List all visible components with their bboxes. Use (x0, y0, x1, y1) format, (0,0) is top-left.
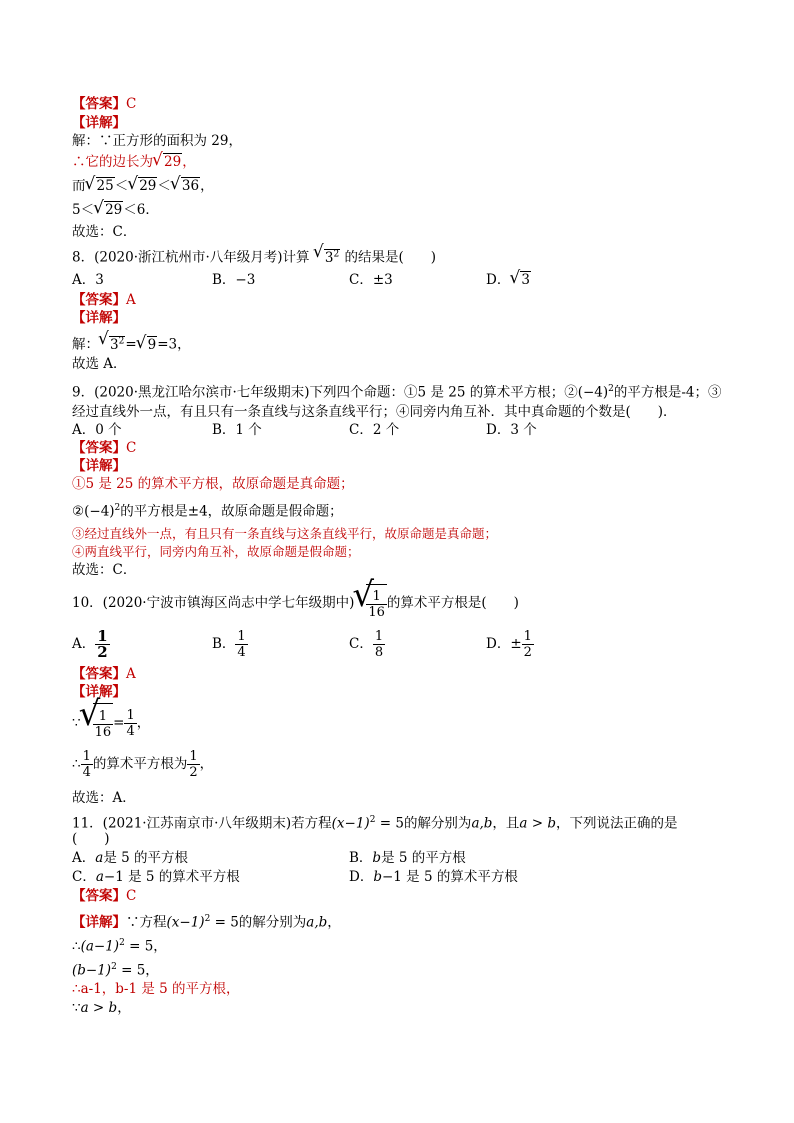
numerator: 1 (97, 627, 108, 645)
q10-detail-line-3 (72, 789, 136, 807)
math-expr: = 5 (210, 914, 239, 931)
detail-text: 5＜ (72, 202, 95, 218)
detail-text: 的平方根是±4，故原命题是假命题； (120, 503, 343, 520)
answer-tag: 【答案】 (72, 440, 126, 456)
q9-detail-line-2 (72, 499, 343, 521)
option-label: A． (72, 636, 96, 652)
radicand: 29 (164, 154, 182, 170)
detail-text: = (125, 336, 137, 353)
detail-text: 故选：C． (72, 224, 137, 240)
exponent: 2 (369, 815, 376, 825)
q10-detail-line-2 (72, 746, 213, 782)
detail-text: 解：∵正方形的面积为 29， (72, 133, 242, 149)
numerator: √ 1 (93, 709, 114, 725)
detail-tag: 【详解】 (72, 914, 126, 931)
math-var: a (95, 850, 104, 866)
denominator: 2 (189, 765, 198, 780)
exponent: 2 (333, 249, 340, 259)
radical (137, 336, 158, 354)
q8-option-d (486, 271, 531, 289)
detail-text: ＜ (114, 178, 129, 194)
detail-text: ＜ (157, 178, 171, 194)
option-text: −1 是 5 的算术平方根 (381, 869, 518, 885)
q9-stem-line-2 (72, 403, 677, 421)
radical (128, 177, 157, 195)
option-label: B． (349, 850, 373, 866)
math-expr: (a−1) (80, 938, 120, 955)
q8-detail-line-1 (72, 332, 191, 354)
radicand: 3 (110, 336, 119, 353)
q9-detail-tag (72, 457, 126, 475)
q8-option-b: B．−3 (212, 272, 256, 288)
denominator: 4 (82, 765, 91, 780)
q10-detail-line-1 (72, 703, 150, 743)
q11-answer-line (72, 887, 136, 905)
detail-tag: 【详解】 (72, 458, 126, 474)
exponent: 2 (118, 336, 125, 346)
detail-text: = 5， (124, 938, 167, 955)
q9-detail-line-1 (72, 475, 354, 493)
fraction (187, 749, 199, 780)
radical (81, 703, 114, 744)
fraction (366, 589, 387, 620)
detail-text: ∴它的边长为 (72, 154, 153, 170)
option-label: B． (212, 636, 236, 652)
q11-option-c (72, 868, 240, 886)
q7-detail-line-2 (72, 153, 196, 171)
math-var: a (95, 869, 104, 885)
answer-value: A (126, 666, 136, 682)
detail-text: 故选：A． (72, 790, 136, 806)
q11-option-a (72, 849, 188, 867)
q7-answer-line (72, 95, 136, 113)
q9-detail-line-5 (72, 561, 136, 579)
denominator: 2 (523, 645, 532, 660)
detail-text: ， (199, 756, 214, 772)
detail-text: ③经过直线外一点，有且只有一条直线与这条直线平行，故原命题是真命题； (72, 526, 498, 541)
answer-tag: 【答案】 (72, 292, 126, 308)
q7-detail-line-5 (72, 223, 136, 241)
q11-detail-line-4 (72, 980, 240, 998)
detail-text: ， (136, 715, 151, 731)
fraction (95, 629, 109, 660)
q10-option-c (349, 626, 385, 662)
detail-text: ， (117, 1000, 131, 1016)
detail-text: ④两直线平行，同旁内角互补，故原命题是假命题； (72, 544, 360, 559)
math-expr: (−4) (577, 384, 609, 401)
detail-text: = 5， (116, 962, 159, 979)
q8-option-a: A．3 (72, 272, 104, 288)
q8-stem (72, 245, 436, 267)
question-text: 经过直线外一点，有且只有一条直线与这条直线平行；④同旁内角互补．其中真命题的个数是( )． (72, 404, 677, 420)
detail-text: =3， (157, 336, 191, 353)
q11-detail-line-1 (72, 910, 341, 932)
radicand: 29 (105, 202, 123, 218)
math-expr: (b−1) (72, 962, 112, 979)
detail-tag: 【详解】 (72, 115, 126, 131)
fraction (522, 629, 534, 660)
q11-option-b (349, 849, 466, 867)
answer-tag: 【答案】 (72, 666, 126, 682)
detail-text: ①5 是 25 的算术平方根，故原命题是真命题； (72, 476, 354, 492)
detail-text: ② (72, 503, 85, 520)
question-text: ，且 (492, 815, 520, 832)
answer-tag: 【答案】 (72, 96, 126, 112)
q7-detail-tag (72, 114, 126, 132)
radical (94, 201, 123, 219)
radicand: 3 (521, 272, 530, 288)
detail-text: ， (182, 154, 196, 170)
math-expr: (x−1) (331, 815, 370, 832)
detail-tag: 【详解】 (72, 310, 126, 326)
option-text: −1 是 5 的算术平方根 (103, 869, 240, 885)
question-text: 的算术平方根是( ) (386, 595, 519, 611)
q11-detail-line-3 (72, 958, 159, 980)
q10-stem (72, 584, 519, 622)
option-label: A． (72, 850, 96, 866)
numerator: 1 (523, 629, 532, 644)
fraction (81, 749, 93, 780)
numerator: 1 (374, 629, 384, 644)
exponent: 2 (114, 503, 121, 513)
denominator: 4 (237, 645, 246, 660)
radicand: 3 (324, 249, 334, 266)
exponent: 2 (204, 914, 211, 924)
q7-detail-line-4 (72, 201, 159, 219)
q11-detail-line-5 (72, 999, 131, 1017)
question-text: 的解分别为 (403, 815, 472, 832)
q9-detail-line-4 (72, 543, 360, 561)
fraction (93, 709, 114, 740)
denominator: 8 (374, 645, 384, 660)
detail-tag: 【详解】 (72, 684, 126, 700)
option-label: D．± (486, 636, 522, 652)
q9-detail-line-3 (72, 525, 497, 543)
radical (153, 153, 182, 171)
detail-text: 解： (72, 336, 99, 353)
question-text: 8．(2020·浙江杭州市·八年级月考)计算 (72, 249, 310, 266)
answer-value: C (126, 888, 137, 904)
radicand: 9 (147, 336, 157, 353)
option-label: D． (349, 869, 374, 885)
answer-value: C (126, 96, 137, 112)
answer-value: A (126, 292, 136, 308)
detail-text: 故选：C． (72, 562, 137, 578)
question-text: 的结果是( ) (344, 249, 437, 266)
detail-text: ， (327, 914, 341, 931)
detail-text: ∴ (72, 756, 81, 772)
q9-option-b: B．1 个 (212, 422, 262, 438)
math-expr: = 5 (375, 815, 404, 832)
question-text: 11．(2021·江苏南京市·八年级期末)若方程 (72, 815, 332, 832)
q10-answer-line (72, 665, 136, 683)
answer-value: C (126, 440, 137, 456)
math-expr: (−4) (84, 503, 115, 520)
radical (510, 271, 531, 289)
detail-text: ∴a-1，b-1 是 5 的平方根， (72, 981, 240, 997)
math-expr: (x−1) (166, 914, 205, 931)
exponent: 2 (119, 938, 125, 948)
q8-answer-line (72, 291, 136, 309)
denominator: 2 (97, 643, 108, 661)
detail-text: ， (200, 178, 214, 194)
q9-option-c: C．2 个 (349, 422, 400, 438)
math-var: b (372, 850, 382, 866)
math-expr: a > b (519, 815, 557, 832)
radical (314, 245, 340, 267)
question-text: ，下列说法正确的是 (556, 815, 678, 832)
fraction (124, 708, 136, 739)
option-text: 是 5 的平方根 (103, 850, 188, 866)
fraction (235, 629, 247, 660)
q9-answer-line (72, 439, 136, 457)
q7-detail-line-3 (72, 177, 214, 195)
q9-option-d: D．3 个 (486, 422, 537, 438)
question-text: 10．(2020·宁波市镇海区尚志中学七年级期中) (72, 595, 355, 611)
question-text: ( ) (72, 831, 110, 847)
q11-stem-line-2 (72, 830, 110, 848)
detail-text: ∴ (72, 938, 81, 955)
math-expr: a,b (306, 914, 328, 931)
question-text: 的平方根是-4；③ (613, 384, 722, 401)
math-expr: a > b (80, 1000, 118, 1016)
q11-stem-line-1 (72, 811, 678, 833)
radicand: 29 (139, 178, 157, 194)
detail-text: ∵ (72, 1000, 81, 1016)
math-var: b (373, 869, 382, 885)
numerator: 1 (189, 749, 198, 764)
exponent: 2 (608, 384, 614, 394)
q10-option-d (486, 626, 534, 662)
math-expr: a,b (471, 815, 493, 832)
answer-tag: 【答案】 (72, 888, 126, 904)
radical (171, 177, 200, 195)
radicand: 25 (96, 178, 114, 194)
fraction (373, 629, 385, 660)
radical (354, 584, 387, 623)
option-label: D． (486, 272, 511, 288)
detail-text: 的解分别为 (238, 914, 307, 931)
detail-text: ∵方程 (126, 914, 167, 931)
radicand: 36 (181, 178, 200, 194)
numerator: 1 (237, 629, 246, 644)
denominator: 16 (368, 605, 385, 620)
detail-text: 故选 A． (72, 356, 127, 372)
q10-option-b (212, 626, 248, 662)
detail-text: ∵ (72, 715, 81, 731)
detail-text: ＜6． (123, 202, 159, 218)
option-text: 是 5 的平方根 (381, 850, 466, 866)
detail-text: 的算术平方根为 (92, 756, 188, 772)
option-label: C． (72, 869, 96, 885)
q10-option-a (72, 626, 110, 662)
q7-detail-line-1 (72, 132, 242, 150)
q11-option-d (349, 868, 518, 886)
q9-stem-line-1 (72, 380, 722, 402)
question-text: 9．(2020·黑龙江哈尔滨市·七年级期末)下列四个命题：①5 是 25 的算术平方根；② (72, 384, 578, 401)
q8-detail-tag (72, 309, 126, 327)
denominator: 16 (94, 725, 112, 740)
radical (86, 177, 115, 195)
q8-detail-line-2 (72, 355, 127, 373)
option-label: C． (349, 636, 373, 652)
q11-detail-line-2 (72, 934, 167, 956)
denominator: 4 (126, 724, 135, 739)
q9-option-a: A．0 个 (72, 422, 122, 438)
numerator: 1 (126, 708, 135, 723)
exponent: 2 (111, 962, 117, 972)
numerator: √ 1 (366, 589, 387, 605)
numerator: 1 (82, 749, 91, 764)
detail-text: 而 (72, 178, 86, 194)
radical (99, 332, 125, 354)
detail-text: = (113, 715, 125, 731)
q8-option-c: C．±3 (349, 272, 393, 288)
